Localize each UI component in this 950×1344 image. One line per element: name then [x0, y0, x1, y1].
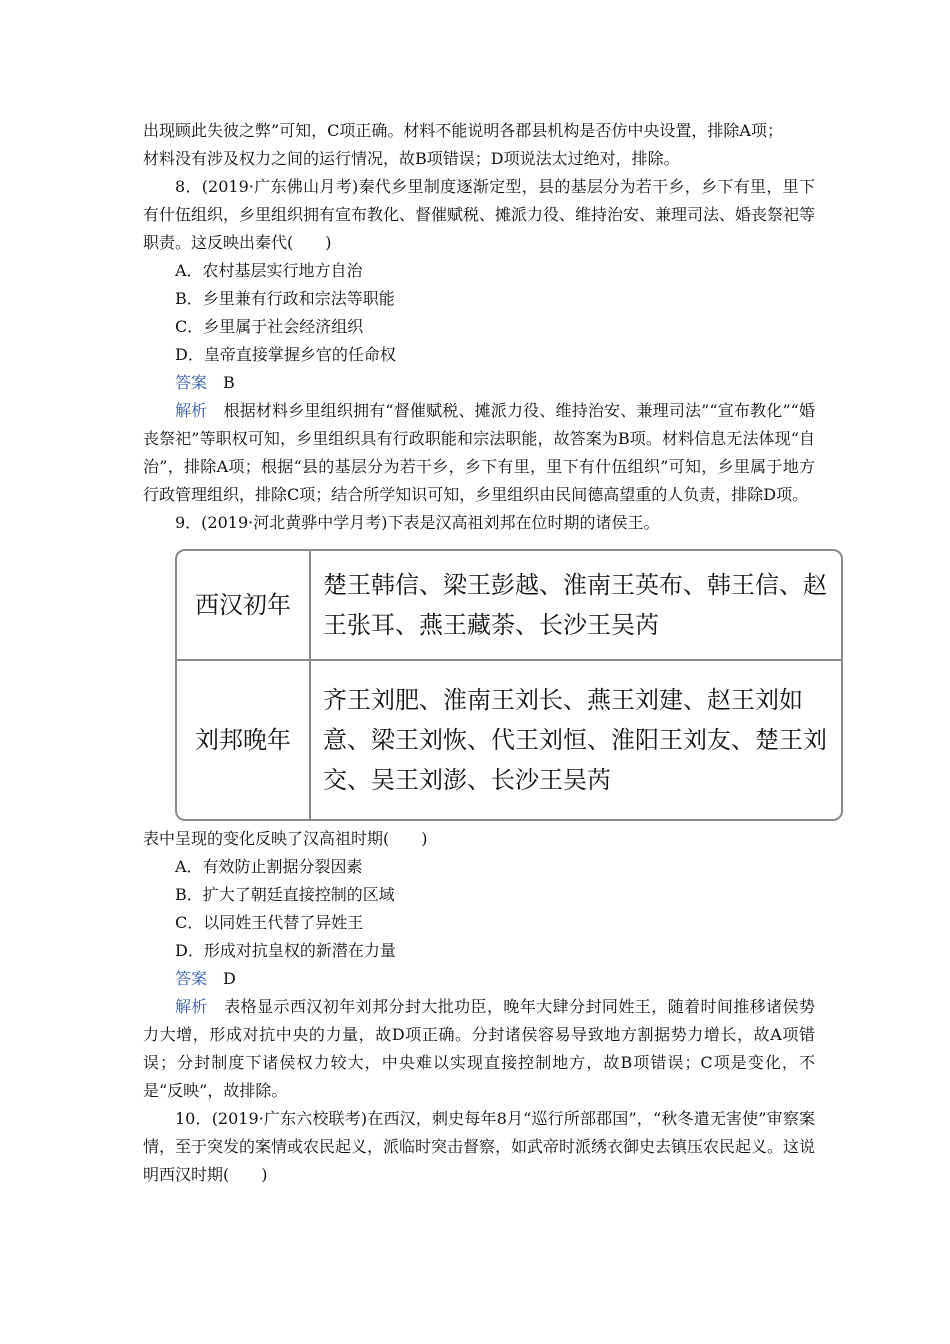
q9-question: 表中呈现的变化反映了汉高祖时期( ) [143, 829, 428, 848]
q10-stem: 10．(2019·广东六校联考)在西汉，刺史每年8月“巡行所部郡国”，“秋冬遣无害使”审察案情，至于突发的案情或农民起义，派临时突击督察，如武帝时派绣衣御史去镇压农民起义。这说明西汉时期( ) [143, 1109, 816, 1184]
q9-analysis-label: 解析 [175, 997, 208, 1016]
table-cell-kings: 楚王韩信、梁王彭越、淮南王英布、韩王信、赵王张耳、燕王藏荼、长沙王吴芮 [311, 551, 841, 661]
table-row [177, 551, 841, 661]
q8-option-b: B．乡里兼有行政和宗法等职能 [175, 289, 395, 308]
q8-answer [143, 369, 815, 397]
q8-option-c: C．乡里属于社会经济组织 [175, 317, 364, 336]
table-row [177, 661, 841, 819]
q9-table-wrap [175, 549, 843, 821]
document-body [143, 117, 827, 1189]
q9-answer [143, 965, 815, 993]
q9-table [175, 549, 843, 821]
q9-option-d: D．形成对抗皇权的新潜在力量 [175, 941, 396, 960]
q8-option-d: D．皇帝直接掌握乡官的任命权 [175, 345, 396, 364]
q8-analysis [143, 397, 815, 509]
prev-analysis-line-2: 材料没有涉及权力之间的运行情况，故B项错误；D项说法太过绝对，排除。 [143, 149, 680, 168]
q9-analysis-text: 表格显示西汉初年刘邦分封大批功臣，晚年大肆分封同姓王，随着时间推移诸侯势力大增，形成对抗中央的力量，故D项正确。分封诸侯容易导致地方割据势力增长，故A项错误；分封制度下诸侯权力较大，中央难以实现直接控制地方，故B项错误；C项是变化，不是“反映”，故排除。 [143, 997, 815, 1100]
q9-answer-label: 答案 [175, 969, 208, 988]
q9-option-c: C．以同姓王代替了异姓王 [175, 913, 364, 932]
q8-analysis-text: 根据材料乡里组织拥有“督催赋税、摊派力役、维持治安、兼理司法”“宣布教化”“婚丧祭祀”等职权可知，乡里组织具有行政职能和宗法职能，故答案为B项。材料信息无法体现“自治”，排除A项；根据“县的基层分为若干乡，乡下有里，里下有什伍组织”可知，乡里属于地方行政管理组织，排除C项；结合所学知识可知，乡里组织由民间德高望重的人负责，排除D项。 [143, 401, 815, 504]
q9-stem: 9．(2019·河北黄骅中学月考)下表是汉高祖刘邦在位时期的诸侯王。 [175, 513, 660, 532]
q9-analysis [143, 993, 815, 1105]
prev-analysis-line-1: 出现顾此失彼之弊”可知，C项正确。材料不能说明各郡县机构是否仿中央设置，排除A项； [143, 121, 783, 140]
q9-option-a: A．有效防止割据分裂因素 [175, 857, 363, 876]
q8-stem: 8．(2019·广东佛山月考)秦代乡里制度逐渐定型，县的基层分为若干乡，乡下有里，里下有什伍组织，乡里组织拥有宣布教化、督催赋税、摊派力役、维持治安、兼理司法、婚丧祭祀等职责。这反映出秦代( ) [143, 177, 816, 252]
q8-answer-value: B [223, 373, 235, 392]
table-cell-period: 西汉初年 [177, 551, 311, 661]
q9-option-b: B．扩大了朝廷直接控制的区域 [175, 885, 395, 904]
q8-analysis-label: 解析 [175, 401, 208, 420]
q8-answer-label: 答案 [175, 373, 208, 392]
q8-option-a: A．农村基层实行地方自治 [175, 261, 363, 280]
table-cell-period: 刘邦晚年 [177, 661, 311, 819]
table-cell-kings: 齐王刘肥、淮南王刘长、燕王刘建、赵王刘如意、梁王刘恢、代王刘恒、淮阳王刘友、楚王刘交、吴王刘澎、长沙王吴芮 [323, 686, 827, 794]
q9-answer-value: D [223, 969, 236, 988]
